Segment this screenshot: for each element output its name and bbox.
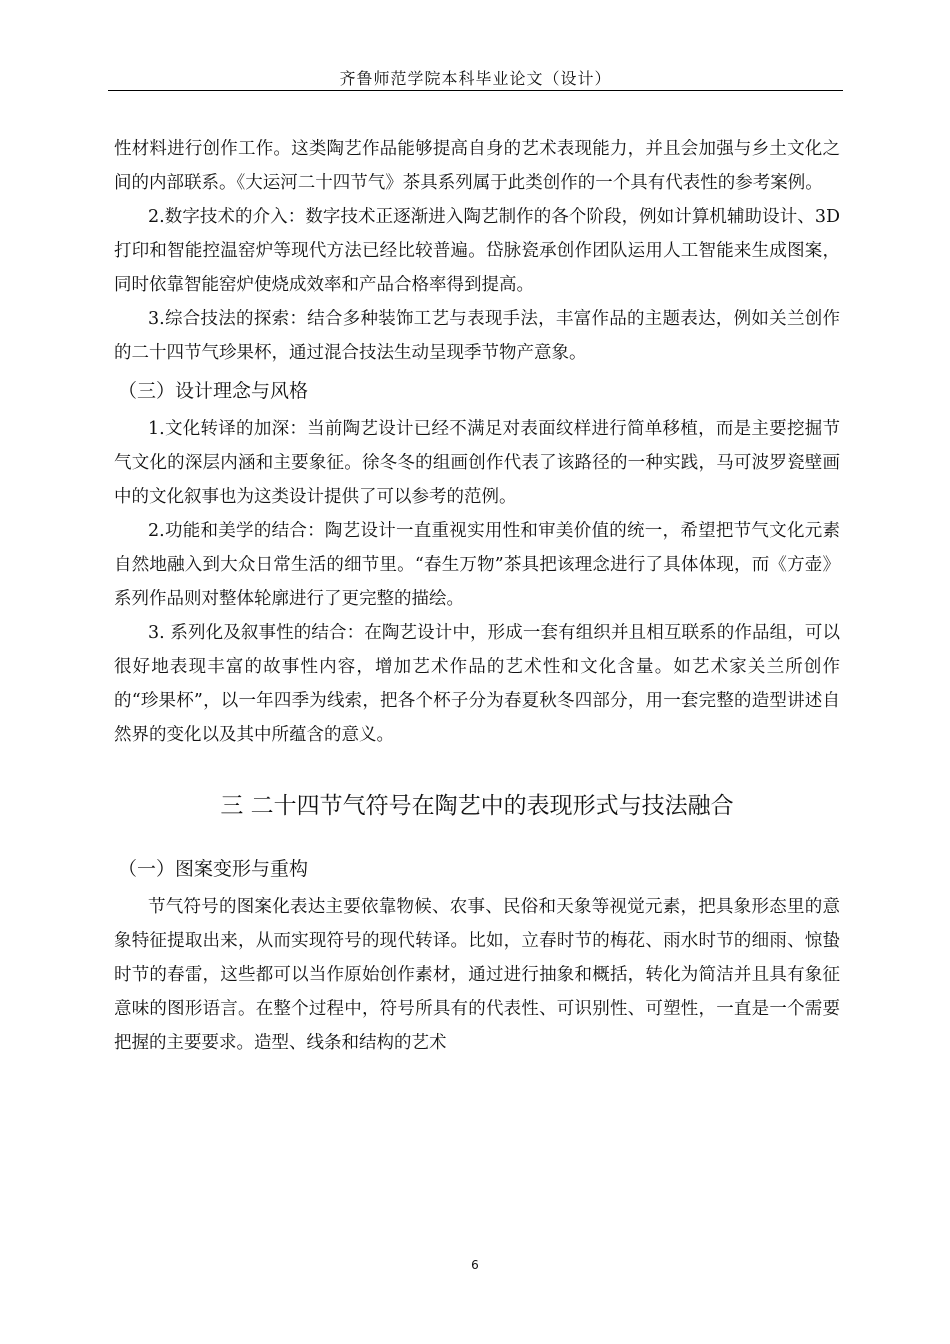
paragraph-series-narrative: 3. 系列化及叙事性的结合：在陶艺设计中，形成一套有组织并且相互联系的作品组，可以很好地表现丰富的故事性内容，增加艺术作品的艺术性和文化含量。如艺术家关兰所创作的“珍果杯”，以一年四季为线索，把各个杯子分为春夏秋冬四部分，用一套完整的造型讲述自然界的变化以及其中所蕴含的意义。: [114, 623, 840, 745]
paragraph-digital-tech: 2.数字技术的介入：数字技术正逐渐进入陶艺制作的各个阶段，例如计算机辅助设计、3D打印和智能控温窑炉等现代方法已经比较普遍。岱脉瓷承创作团队运用人工智能来生成图案，同时依靠智能窑炉使烧成效率和产品合格率得到提高。: [114, 207, 840, 295]
paragraph-cultural-translation: 1.文化转译的加深：当前陶艺设计已经不满足对表面纹样进行简单移植，而是主要挖掘节气文化的深层内涵和主要象征。徐冬冬的组画创作代表了该路径的一种实践，马可波罗瓷壁画中的文化叙事也为这类设计提供了可以参考的范例。: [114, 419, 840, 507]
section-heading: 三 二十四节气符号在陶艺中的表现形式与技法融合: [220, 793, 734, 819]
paragraph-continued: 性材料进行创作工作。这类陶艺作品能够提高自身的艺术表现能力，并且会加强与乡土文化之间的内部联系。《大运河二十四节气》茶具系列属于此类创作的一个具有代表性的参考案例。: [114, 139, 840, 193]
header-divider: [108, 90, 843, 91]
subheading-pattern-reconstruction: （一）图案变形与重构: [118, 858, 309, 880]
running-header: 齐鲁师范学院本科毕业论文（设计）: [339, 69, 612, 88]
paragraph-pattern-expression: 节气符号的图案化表达主要依靠物候、农事、民俗和天象等视觉元素，把具象形态里的意象特征提取出来，从而实现符号的现代转译。比如，立春时节的梅花、雨水时节的细雨、惊蛰时节的春雷，这些都可以当作原始创作素材，通过进行抽象和概括，转化为简洁并且具有象征意味的图形语言。在整个过程中，符号所具有的代表性、可识别性、可塑性，一直是一个需要把握的主要要求。造型、线条和结构的艺术: [114, 897, 840, 1053]
page-number: 6: [471, 1258, 479, 1272]
paragraph-combined-techniques: 3.综合技法的探索：结合多种装饰工艺与表现手法，丰富作品的主题表达，例如关兰创作的二十四节气珍果杯，通过混合技法生动呈现季节物产意象。: [114, 309, 840, 363]
subheading-design-concept: （三）设计理念与风格: [118, 380, 309, 402]
paragraph-function-aesthetics: 2.功能和美学的结合：陶艺设计一直重视实用性和审美价值的统一，希望把节气文化元素自然地融入到大众日常生活的细节里。“春生万物”茶具把该理念进行了具体体现，而《方壶》系列作品则对整体轮廓进行了更完整的描绘。: [114, 521, 840, 609]
page-body: [114, 132, 840, 1060]
